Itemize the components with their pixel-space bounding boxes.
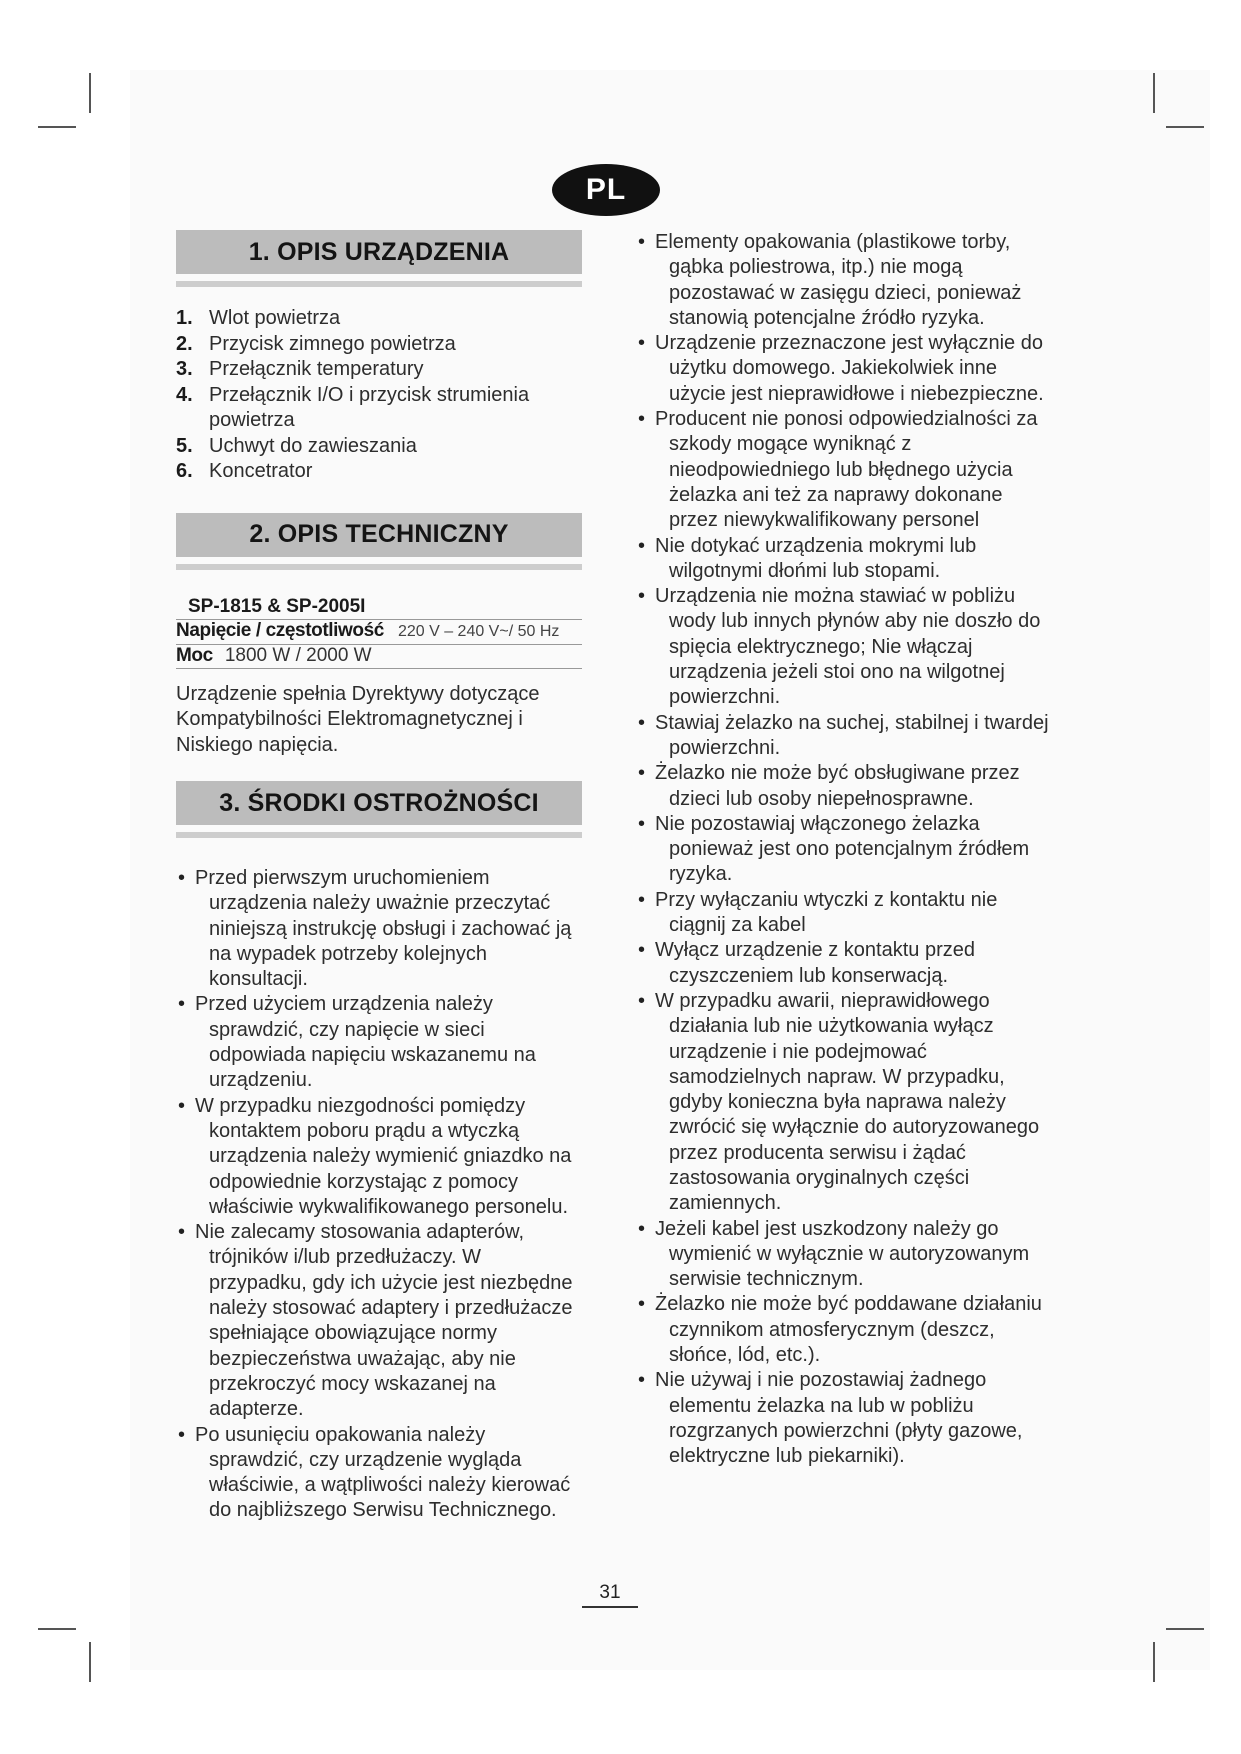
list-item: • Przed użyciem urządzenia należy sprawdzić, czy napięcie w sieci odpowiada napięciu wskazanemu na urządzeniu. bbox=[176, 992, 582, 1093]
language-badge: PL bbox=[552, 164, 660, 216]
list-item: • Nie dotykać urządzenia mokrymi lub wilgotnymi dłońmi lub stopami. bbox=[636, 534, 1056, 585]
section-rule bbox=[176, 832, 582, 838]
section-rule bbox=[176, 281, 582, 287]
list-item: • Nie zalecamy stosowania adapterów, trójników i/lub przedłużaczy. W przypadku, gdy ich użycie jest niezbędne należy stosować adaptery i przedłużacze spełniające obowiązujące normy bezpieczeństwa uważając, aby nie przekroczyć mocy wskazanej na adapterze. bbox=[176, 1220, 582, 1422]
voltage-value: 220 V – 240 V~/ 50 Hz bbox=[397, 622, 560, 640]
left-column bbox=[176, 230, 582, 1524]
list-item: • Przy wyłączaniu wtyczki z kontaktu nie ciągnij za kabel bbox=[636, 888, 1056, 939]
section-heading-technical: 2. OPIS TECHNICZNY bbox=[176, 513, 582, 557]
list-item: • Przed pierwszym uruchomieniem urządzenia należy uważnie przeczytać niniejszą instrukcję obsługi i zachować ją na wypadek potrzeby kolejnych konsultacji. bbox=[176, 866, 582, 992]
spec-row-power bbox=[176, 644, 582, 669]
list-item: 3. Przełącznik temperatury bbox=[176, 358, 424, 380]
list-item: • Żelazko nie może być obsługiwane przez dzieci lub osoby niepełnosprawne. bbox=[636, 761, 1056, 812]
list-item: • Po usunięciu opakowania należy sprawdzić, czy urządzenie wygląda właściwie, a wątpliwości należy kierować do najbliższego Serwisu Technicznego. bbox=[176, 1423, 582, 1524]
crop-mark bbox=[1166, 1628, 1204, 1630]
list-item: 4. Przełącznik I/O i przycisk strumienia powietrza bbox=[176, 383, 530, 431]
crop-mark bbox=[1153, 1642, 1155, 1682]
section-heading-description: 1. OPIS URZĄDZENIA bbox=[176, 230, 582, 274]
list-item: • Jeżeli kabel jest uszkodzony należy go wymienić w wyłącznie w autoryzowanym serwisie technicznym. bbox=[636, 1217, 1056, 1293]
list-item: • Stawiaj żelazko na suchej, stabilnej i twardej powierzchni. bbox=[636, 711, 1056, 762]
list-item: • Żelazko nie może być poddawane działaniu czynnikom atmosferycznym (deszcz, słońce, lód, etc.). bbox=[636, 1292, 1056, 1368]
crop-mark bbox=[89, 73, 91, 113]
voltage-label: Napięcie / częstotliwość bbox=[176, 619, 384, 641]
model-name: SP-1815 & SP-2005I bbox=[188, 595, 366, 617]
list-item: • Urządzenia nie można stawiać w pobliżu wody lub innych płynów aby nie doszło do spięcia elektrycznego; Nie włączaj urządzenia jeżeli stoi ono na wilgotnej powierzchni. bbox=[636, 584, 1056, 710]
list-item: 5. Uchwyt do zawieszania bbox=[176, 434, 417, 457]
list-item: • Wyłącz urządzenie z kontaktu przed czyszczeniem lub konserwacją. bbox=[636, 938, 1056, 989]
section-heading-precautions: 3. ŚRODKI OSTROŻNOŚCI bbox=[176, 781, 582, 825]
section-rule bbox=[176, 564, 582, 570]
parts-list bbox=[176, 306, 582, 485]
list-item: 6. Koncetrator bbox=[176, 460, 313, 482]
list-item: • W przypadku niezgodności pomiędzy kontaktem poboru prądu a wtyczką urządzenia należy wymienić gniazdko na odpowiednie korzystając z pomocy właściwie wykwalifikowanego personelu. bbox=[176, 1094, 582, 1220]
list-item: 2. Przycisk zimnego powietrza bbox=[176, 332, 456, 355]
list-item: • Nie pozostawiaj włączonego żelazka ponieważ jest ono potencjalnym źródłem ryzyka. bbox=[636, 812, 1056, 888]
list-item: • Nie używaj i nie pozostawiaj żadnego elementu żelazka na lub w pobliżu rozgrzanych powierzchni (płyty gazowe, elektryczne lub piekarniki). bbox=[636, 1368, 1056, 1469]
power-value: 1800 W / 2000 W bbox=[224, 644, 372, 666]
crop-mark bbox=[89, 1642, 91, 1682]
list-item: • Producent nie ponosi odpowiedzialności za szkody mogące wyniknąć z nieodpowiedniego lub błędnego użycia żelazka ani też za naprawy dokonane przez niewykwalifikowany personel bbox=[636, 407, 1056, 533]
right-column bbox=[636, 230, 1056, 1470]
page-number: 31 bbox=[582, 1582, 638, 1608]
crop-mark bbox=[38, 126, 76, 128]
spec-row-voltage bbox=[176, 619, 582, 644]
crop-mark bbox=[38, 1628, 76, 1630]
precautions-list-left bbox=[176, 866, 582, 1524]
power-label: Moc bbox=[176, 644, 213, 666]
list-item: • Urządzenie przeznaczone jest wyłącznie do użytku domowego. Jakiekolwiek inne użycie jest nieprawidłowe i niebezpieczne. bbox=[636, 331, 1056, 407]
precautions-list-right bbox=[636, 230, 1056, 1470]
crop-mark bbox=[1153, 73, 1155, 113]
compliance-text: Urządzenie spełnia Dyrektywy dotyczące Kompatybilności Elektromagnetycznej i Niskiego napięcia. bbox=[176, 682, 540, 756]
list-item: • Elementy opakowania (plastikowe torby, gąbka poliestrowa, itp.) nie mogą pozostawać w zasięgu dzieci, ponieważ stanowią potencjalne źródło ryzyka. bbox=[636, 230, 1056, 331]
list-item: 1. Wlot powietrza bbox=[176, 307, 341, 329]
crop-mark bbox=[1166, 126, 1204, 128]
list-item: • W przypadku awarii, nieprawidłowego działania lub nie użytkowania wyłącz urządzenie i nie podejmować samodzielnych napraw. W przypadku, gdyby konieczna była naprawa należy zwrócić się wyłącznie do autoryzowanego przez producenta serwisu i żądać zastosowania oryginalnych części zamiennych. bbox=[636, 989, 1056, 1217]
